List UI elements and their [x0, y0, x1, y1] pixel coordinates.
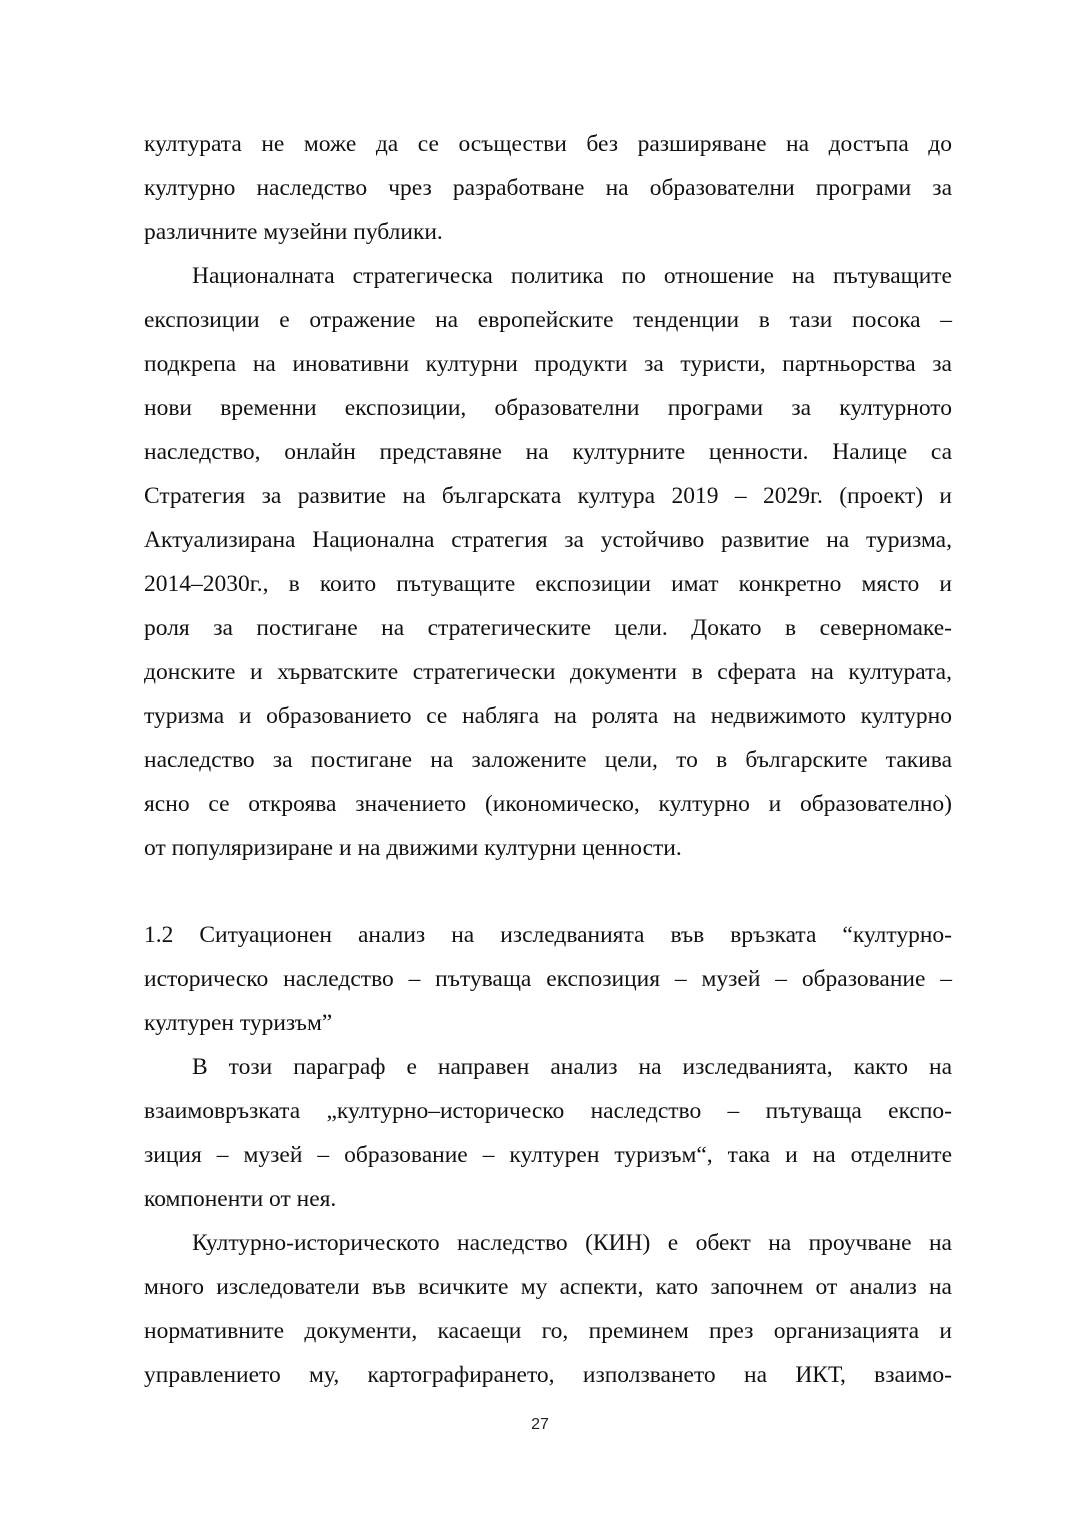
- text-line: ясно се откроява значението (икономическо, културно и образователно): [144, 791, 952, 817]
- text-line: от популяризиране и на движими културни ценности.: [144, 835, 682, 861]
- text-line: наследство за постигане на заложените цели, то в българските такива: [144, 747, 952, 773]
- document-page: [144, 122, 952, 1397]
- text-line: роля за постигане на стратегическите цели. Докато в северномаке-: [144, 615, 952, 641]
- page-number: 27: [531, 1416, 549, 1433]
- text-line: експозиции е отражение на европейските тенденции в тази посока –: [144, 307, 952, 333]
- text-line: различните музейни публики.: [144, 219, 443, 245]
- section-gap: [144, 870, 952, 913]
- heading-line: историческо наследство – пътуваща експозиция – музей – образование –: [144, 966, 952, 992]
- text-line: Актуализирана Национална стратегия за устойчиво развитие на туризма,: [144, 527, 952, 553]
- text-line: Стратегия за развитие на българската култура 2019 – 2029г. (проект) и: [144, 483, 952, 509]
- text-line: зиция – музей – образование – културен туризъм“, така и на отделните: [144, 1142, 952, 1168]
- text-line: управлението му, картографирането, използването на ИКТ, взаимо-: [144, 1362, 952, 1388]
- paragraph-1: [144, 122, 952, 254]
- text-line: Културно-историческото наследство (КИН) е обект на проучване на: [192, 1230, 952, 1256]
- text-line: взаимовръзката „културно–историческо наследство – пътуваща експо-: [144, 1098, 952, 1124]
- text-line: донските и хърватските стратегически документи в сферата на културата,: [144, 659, 952, 685]
- text-line: туризма и образованието се набляга на ролята на недвижимото културно: [144, 703, 952, 729]
- heading-line: 1.2 Ситуационен анализ на изследванията във връзката “културно-: [144, 922, 952, 948]
- text-line: нормативните документи, касаещи го, преминем през организацията и: [144, 1318, 952, 1344]
- text-line: компоненти от нея.: [144, 1186, 337, 1212]
- text-line: 2014–2030г., в които пътуващите експозиции имат конкретно място и: [144, 571, 952, 597]
- text-line: В този параграф е направен анализ на изследванията, както на: [192, 1054, 952, 1080]
- section-heading: [144, 913, 952, 1045]
- heading-line: културен туризъм”: [144, 1010, 333, 1036]
- text-line: много изследователи във всичките му аспекти, като започнем от анализ на: [144, 1274, 952, 1300]
- text-line: наследство, онлайн представяне на културните ценности. Налице са: [144, 439, 952, 465]
- text-line: културата не може да се осъществи без разширяване на достъпа до: [144, 131, 952, 157]
- text-line: подкрепа на иновативни културни продукти за туристи, партньорства за: [144, 351, 952, 377]
- paragraph-3: [144, 1045, 952, 1221]
- paragraph-4: [144, 1221, 952, 1397]
- text-line: културно наследство чрез разработване на образователни програми за: [144, 175, 952, 201]
- text-line: нови временни експозиции, образователни програми за културното: [144, 395, 952, 421]
- text-line: Националната стратегическа политика по отношение на пътуващите: [192, 263, 952, 289]
- paragraph-2: [144, 254, 952, 870]
